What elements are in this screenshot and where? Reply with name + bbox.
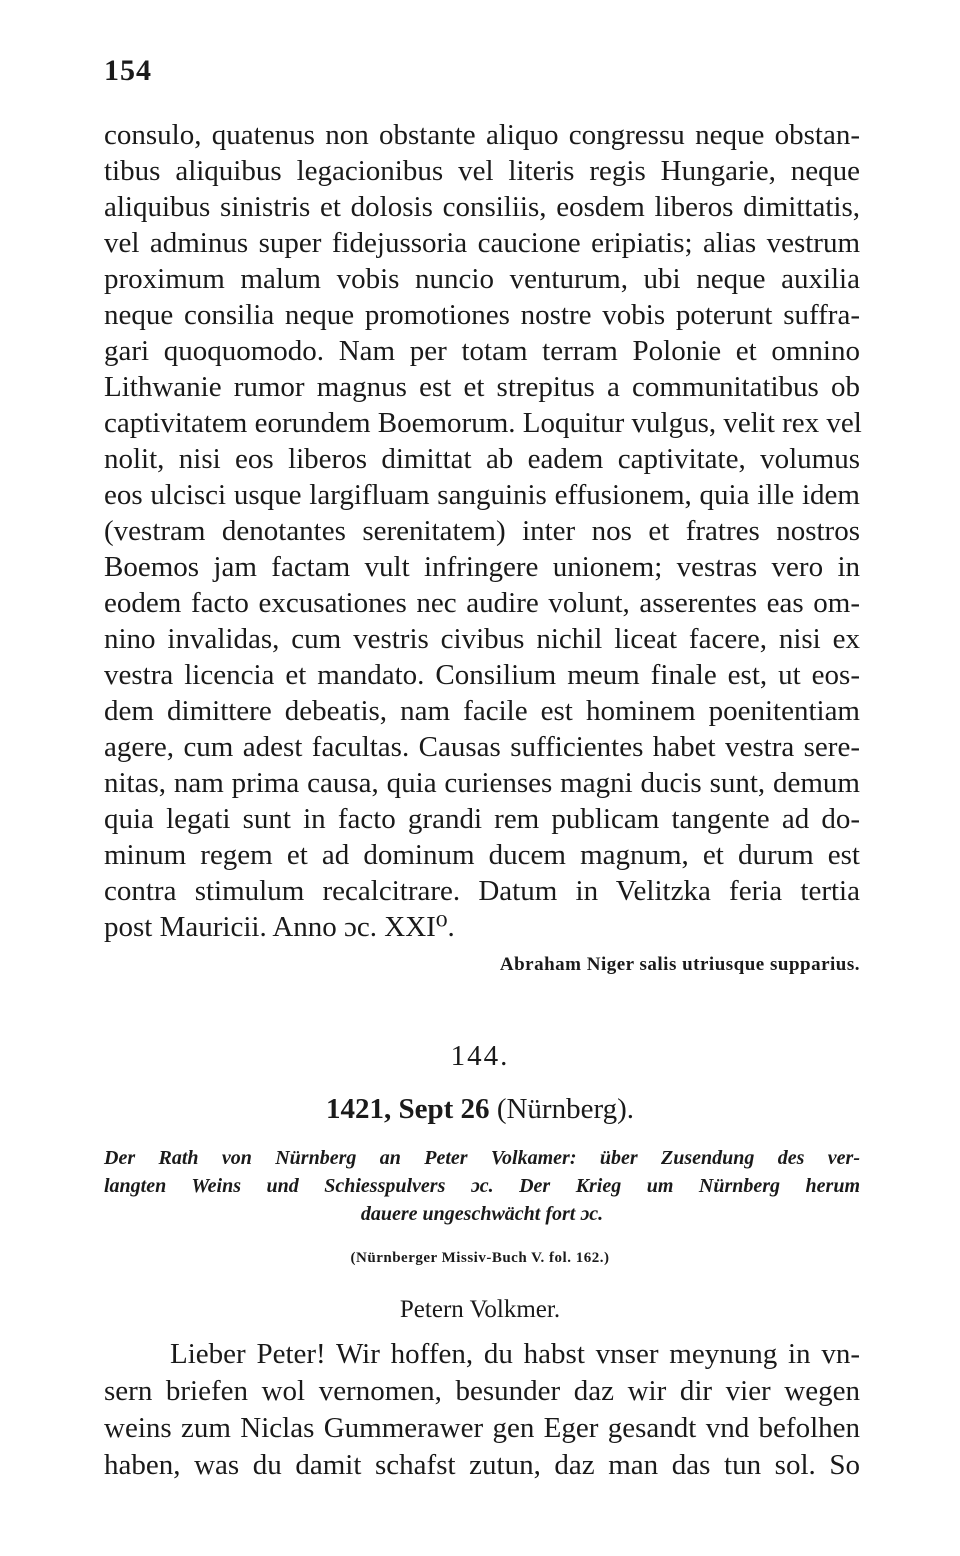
summary-line: langten Weins und Schiesspulvers ɔc. Der Krieg um Nürnberg herum [104,1175,860,1197]
page-number: 154 [104,54,152,87]
text-line: eos ulcisci usque largifluam sanguinis effusionem, quia ille idem [104,479,860,511]
text-line: consulo, quatenus non obstante aliquo congressu neque obstan- [104,119,860,151]
text-line: sern briefen wol vernomen, besunder daz wir dir vier wegen [104,1375,860,1407]
text-line: weins zum Niclas Gummerawer gen Eger gesandt vnd befolhen [104,1412,860,1444]
document-summary [104,1144,860,1228]
text-line: agere, cum adest facultas. Causas sufficientes habet vestra sere- [104,731,860,763]
text-line: contra stimulum recalcitrare. Datum in Velitzka feria tertia [104,875,860,907]
text-line: tibus aliquibus legacionibus vel literis regis Hungarie, neque [104,155,860,187]
summary-line: dauere ungeschwächt fort ɔc. [360,1203,604,1225]
text-line: proximum malum vobis nuncio venturum, ubi neque auxilia [104,263,860,295]
document-place: (Nürnberg). [496,1093,634,1125]
text-line: captivitatem eorundem Boemorum. Loquitur vulgus, velit rex vel [104,407,862,439]
text-line: aliquibus sinistris et dolosis consiliis, eosdem liberos dimittatis, [104,191,860,223]
addressee: Petern Volkmer. [399,1296,561,1323]
text-line: nolit, nisi eos liberos dimittat ab eadem captivitate, volumus [104,443,860,475]
text-line: nitas, nam prima causa, quia curienses magni ducis sunt, demum [104,767,860,799]
document-date-heading [0,1093,960,1126]
text-line: vel adminus super fidejussoria caucione eripiatis; alias vestrum [104,227,860,259]
signature: Abraham Niger salis utriusque supparius. [499,954,860,975]
text-line: (vestram denotantes serenitatem) inter nos et fratres nostros [104,515,860,547]
text-line: nino invalidas, cum vestris civibus nichil liceat facere, nisi ex [104,623,860,655]
text-line: Lithwanie rumor magnus est et strepitus a communitatibus ob [104,371,860,403]
document-date: 1421, Sept 26 [326,1093,490,1125]
text-line: minum regem et ad dominum ducem magnum, et durum est [104,839,860,871]
text-line: Boemos jam factam vult infringere unionem; vestras vero in [104,551,860,583]
text-line: quia legati sunt in facto grandi rem publicam tangente ad do- [104,803,860,835]
text-line: post Mauricii. Anno ɔc. XXI⁰. [104,911,455,943]
text-line [104,1336,860,1373]
text-line: eodem facto excusationes nec audire volunt, asserentes eas om- [104,587,860,619]
text-line-content: Lieber Peter! Wir hoffen, du habst vnser meynung in vn- [170,1338,860,1370]
text-line: vestra licencia et mandato. Consilium meum finale est, ut eos- [104,659,860,691]
text-line: neque consilia neque promotiones nostre vobis poterunt suffra- [104,299,860,331]
text-line: dem dimittere debeatis, nam facile est hominem poenitentiam [104,695,860,727]
letter-body-continuation [104,117,860,945]
text-line: haben, was du damit schafst zutun, daz man das tun sol. So [104,1449,860,1481]
document-number: 144. [450,1040,510,1072]
text-line: gari quoquomodo. Nam per totam terram Polonie et omnino [104,335,860,367]
letter-body [104,1336,860,1484]
source-citation: (Nürnberger Missiv-Buch V. fol. 162.) [350,1250,610,1266]
summary-line: Der Rath von Nürnberg an Peter Volkamer: über Zusendung des ver- [104,1147,860,1169]
